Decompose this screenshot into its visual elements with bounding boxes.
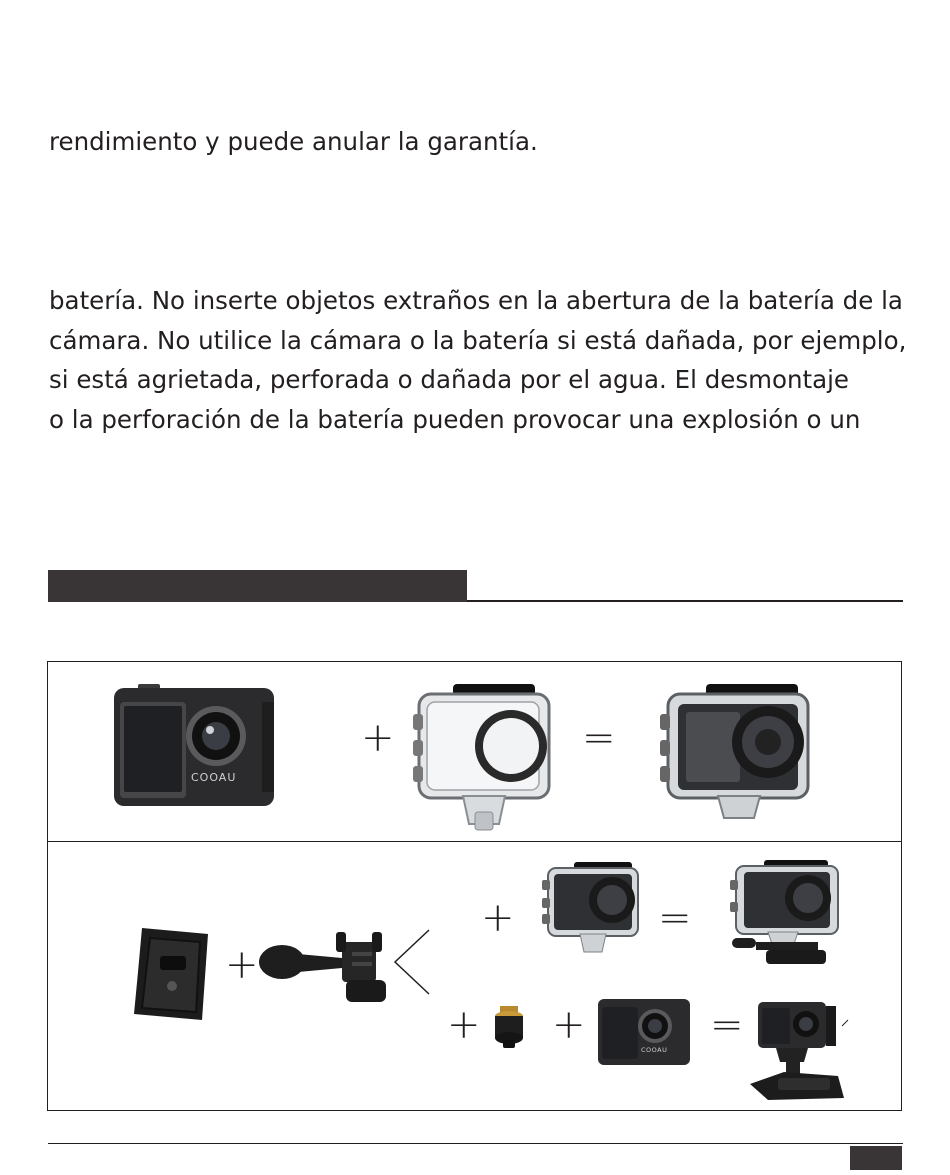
accessory-assembly-figure xyxy=(47,661,902,1111)
svg-text:COOAU: COOAU xyxy=(191,771,237,784)
action-camera-image xyxy=(597,998,691,1066)
equals-operator: = xyxy=(710,1002,744,1048)
camera-in-housing-image xyxy=(540,862,642,956)
action-camera-image xyxy=(112,684,276,808)
curved-adhesive-mount-image xyxy=(128,928,212,1024)
housing-on-buckle-mount-image xyxy=(728,860,844,968)
camera-in-housing-image xyxy=(656,684,814,824)
section-header-bar xyxy=(48,570,467,602)
footer-rule xyxy=(48,1143,903,1144)
text-line: o la perforación de la batería pueden provocar una explosión o un xyxy=(49,404,861,434)
paragraph-battery xyxy=(49,281,906,439)
text-line: cámara. No utilice la cámara o la batería si está dañada, por ejemplo, xyxy=(49,325,907,355)
text-line: batería. No inserte objetos extraños en la abertura de la batería de la xyxy=(49,286,903,315)
figure-row-divider xyxy=(48,841,901,842)
waterproof-housing-image xyxy=(413,684,553,834)
svg-text:COOAU: COOAU xyxy=(641,1046,668,1054)
plus-operator: + xyxy=(361,715,395,761)
plus-operator: + xyxy=(481,895,515,941)
equals-operator: = xyxy=(658,895,692,941)
split-chevron-icon xyxy=(391,928,431,996)
paragraph-warranty xyxy=(49,122,538,162)
text-line: si está agrietada, perforada o dañada por el agua. El desmontaje xyxy=(49,365,849,394)
plus-operator: + xyxy=(225,942,259,988)
plus-operator: + xyxy=(552,1002,586,1048)
tripod-adapter-image xyxy=(488,1006,530,1050)
buckle-thumb-screw-image xyxy=(258,928,388,1008)
text-line: rendimiento y puede anular la garantía. xyxy=(49,127,538,156)
equals-operator: = xyxy=(582,715,616,761)
camera-on-frame-mount-image xyxy=(748,1000,856,1110)
section-header-rule xyxy=(467,600,903,602)
page-number-tab xyxy=(850,1146,902,1170)
plus-operator: + xyxy=(447,1002,481,1048)
